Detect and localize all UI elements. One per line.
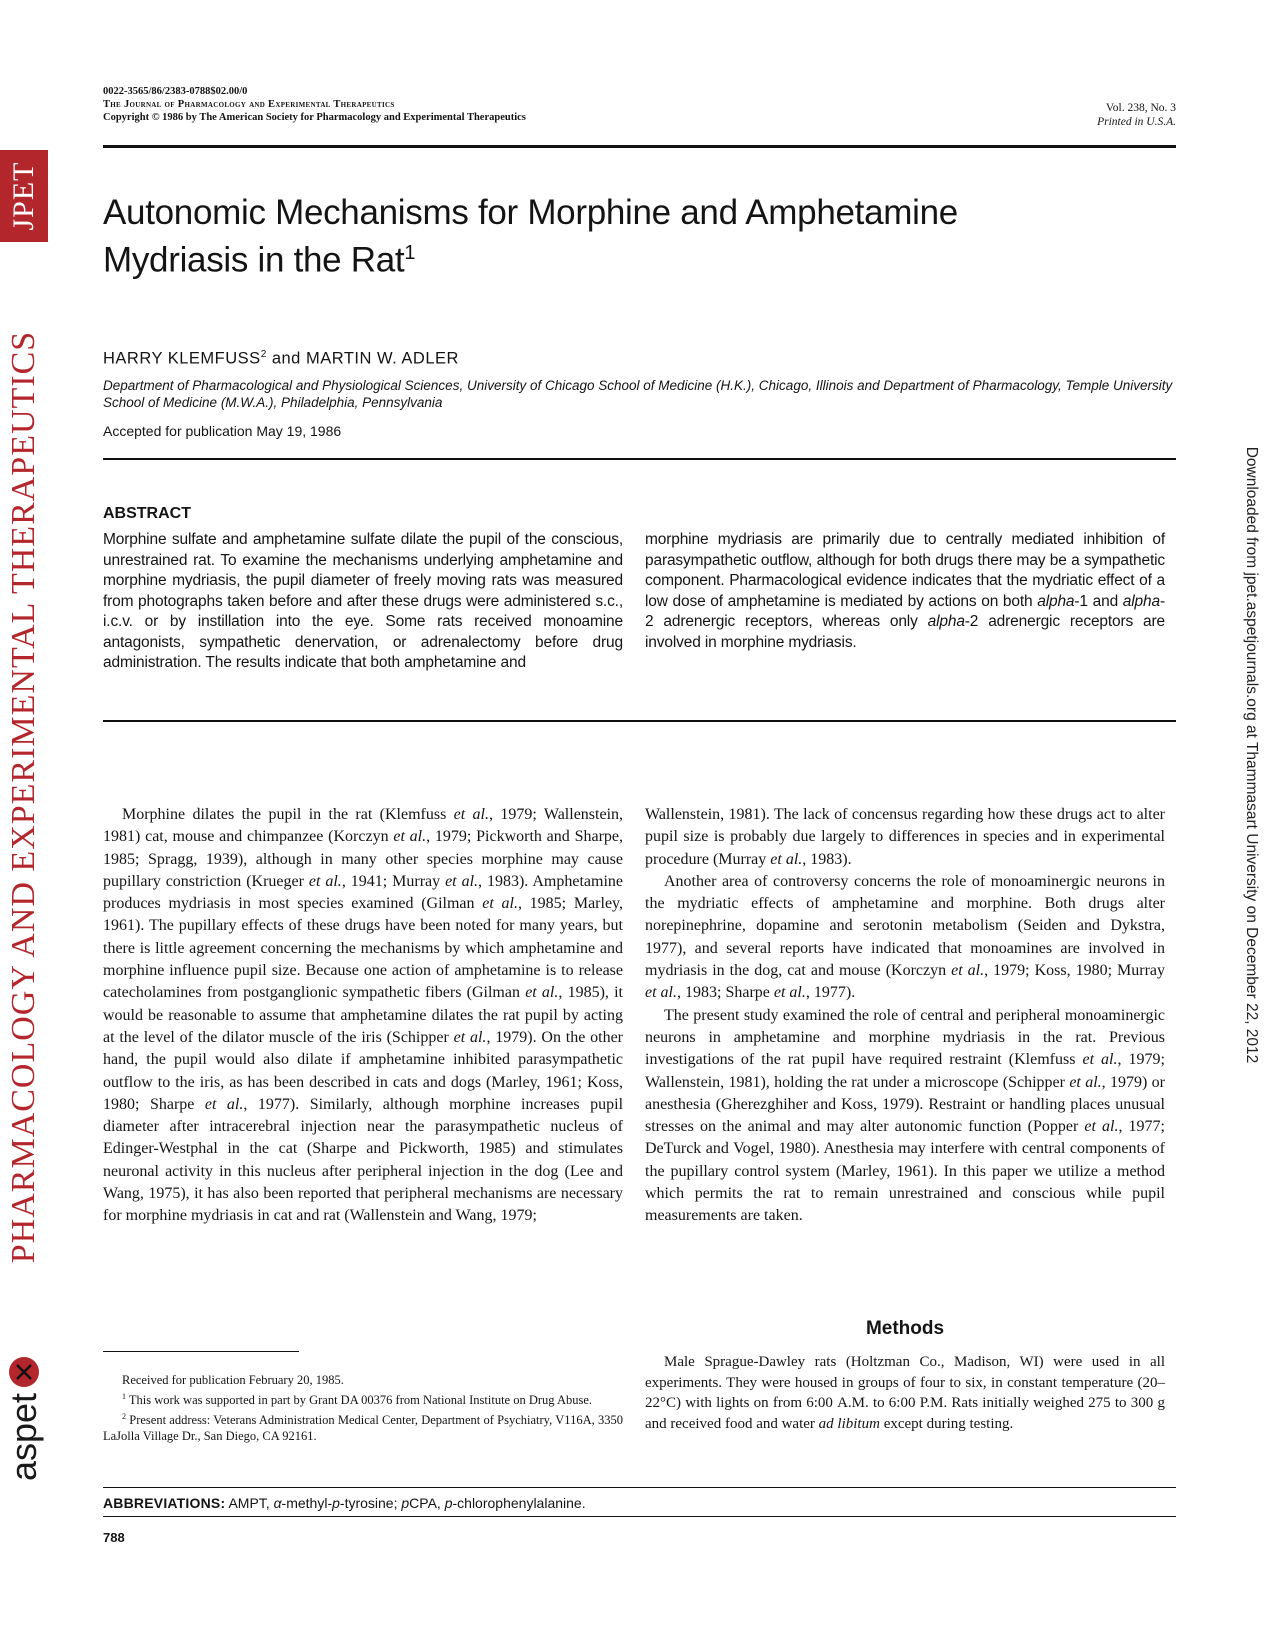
paragraph-1: Morphine dilates the pupil in the rat (Klemfuss et al., 1979; Wallenstein, 1981) cat, mouse and chimpanzee (Korczyn et al., 1979; Pickworth and Sharpe, 1985; Spragg, 1939), although in many other species morphine may cause pupillary constriction (Krueger et al., 1941; Murray et al., 1983). Amphetamine produces mydriasis in most species examined (Gilman et al., 1985; Marley, 1961). The pupillary effects of these drugs have been noted for many years, but there is little agreement concerning the mechanisms by which amphetamine and morphine influence pupil size. Because one action of amphetamine is to release catecholamines from postganglionic sympathetic fibers (Gilman et al., 1985), it would be reasonable to assume that amphetamine dilates the rat pupil by acting at the level of the dilator muscle of the iris (Schipper et al., 1979). On the other hand, the pupil would also dilate if amphetamine inhibited parasympathetic outflow to the iris, as has been described in cats and dogs (Marley, 1961; Koss, 1980; Sharpe et al., 1977). Similarly, although morphine increases pupil diameter after intracerebral injection near the parasympathetic nucleus of Edinger-Westphal in the cat (Sharpe and Pickworth, 1985) and stimulates neuronal activity in this nucleus after peripheral injection in the dog (Lee and Wang, 1975), it has also been reported that peripheral mechanisms are necessary for morphine mydriasis in cat and rat (Wallenstein and Wang, 1979; (103, 806, 624, 1225)
title-line-2: Mydriasis in the Rat (103, 240, 405, 280)
methods-text: Male Sprague-Dawley rats (Holtzman Co., Madison, WI) were used in all experiments. They were housed in groups of four to six, in constant temperature (20–22°C) with lights on from 6:00 A.M. to 6:00 P.M. Rats initially weighed 275 to 300 g and received food and water ad libitum except during testing. (645, 1354, 1165, 1432)
volume-info (1097, 101, 1176, 129)
received-date: Received for publication February 20, 1985. (122, 1373, 344, 1387)
author-1-mark: 2 (260, 349, 267, 360)
download-note: Downloaded from jpet.aspetjournals.org at Thammasart University on December 22, 2012 (1243, 446, 1260, 1064)
author-1: HARRY KLEMFUSS (103, 349, 261, 368)
footnote-1: $^1$ This work was supported in part by Grant DA 00376 from National Institute on Drug Abuse. (122, 1391, 593, 1407)
author-2: MARTIN W. ADLER (305, 349, 459, 368)
abbreviations: ABBREVIATIONS: AMPT, α-methyl-p-tyrosine; pCPA, p-chlorophenylalanine. (103, 1495, 586, 1511)
header-rule (103, 145, 1176, 148)
paragraph-2: Another area of controversy concerns the role of monoaminergic neurons in the mydriatic effects of amphetamine and morphine. Both drugs alter norepinephrine, dopamine and serotonin metabolism (Seiden and Dykstra, 1977), and several reports have indicated that monoamines are involved in mydriasis in the dog, cat and mouse (Korczyn et al., 1979; Koss, 1980; Murray et al., 1983; Sharpe et al., 1977). (645, 872, 1165, 1002)
methods-heading: Methods (865, 1318, 945, 1339)
accepted-date: Accepted for publication May 19, 1986 (103, 423, 342, 439)
abbrev-rule-top (103, 1487, 1176, 1488)
volume: Vol. 238, No. 3 (1105, 102, 1176, 114)
aspet-logo-spet: spet (3, 1392, 44, 1462)
copyright: Copyright © 1986 by The American Society for Pharmacology and Experimental Therapeutics (103, 112, 526, 123)
article-title (103, 192, 1103, 281)
article-code: 0022-3565/86/2383-0788$02.00/0 (103, 86, 248, 97)
body-col-2 (645, 804, 1165, 1228)
footnotes (103, 1373, 623, 1445)
author-conj: and (266, 349, 306, 368)
abstract-heading: ABSTRACT (103, 505, 191, 522)
abstract-rule (103, 720, 1176, 722)
affiliation: Department of Pharmacological and Physiological Sciences, University of Chicago School of Medicine (H.K.), Chicago, Illinois and Department of Pharmacology, Temple University School of Medicine (M.W.A.), Philadelphia, Pennsylvania (103, 378, 1173, 410)
paragraph-3: The present study examined the role of central and peripheral monoaminergic neurons in amphetamine and morphine mydriasis in the rat. Previous investigations of the rat pupil have required restraint (Klemfuss et al., 1979; Wallenstein, 1981), holding the rat under a microscope (Schipper et al., 1979) or anesthesia (Gherezghiher and Koss, 1979). Restraint or handling places unusual stresses on the animal and may alter autonomic function (Popper et al., 1977; DeTurck and Vogel, 1980). Anesthesia may interfere with central components of the pupillary control system (Marley, 1961). In this paper we utilize a method which permits the rat to remain unrestrained and conscious while pupil measurements are taken. (645, 1006, 1166, 1225)
abstract-col-2: morphine mydriasis are primarily due to centrally mediated inhibition of parasympathetic outflow, although for both drugs there may be a sympathetic component. Pharmacological evidence indicates that the mydriatic effect of a low dose of amphetamine is mediated by actions on both alpha-1 and alpha-2 adrenergic receptors, whereas only alpha-2 adrenergic receptors are involved in morphine mydriasis. (645, 531, 1165, 651)
footnote-rule (103, 1351, 299, 1352)
aspet-flower-icon (7, 1355, 41, 1389)
printed-in: Printed in U.S.A. (1097, 116, 1176, 128)
paragraph-1-cont: Wallenstein, 1981). The lack of concensus regarding how these drugs act to alter pupil size is probably due largely to differences in species and in experimental procedure (Murray et al., 1983). (645, 806, 1165, 868)
aspet-logo-a: a (3, 1461, 44, 1482)
page-number: 788 (103, 1530, 125, 1545)
jpet-label: JPET (7, 161, 40, 231)
aspet-logo (3, 1355, 45, 1481)
journal-header (103, 85, 526, 124)
authors (103, 349, 459, 369)
abbrev-rule-bottom (103, 1516, 1176, 1517)
body-col-1 (103, 804, 623, 1228)
abstract-col-1: Morphine sulfate and amphetamine sulfate dilate the pupil of the conscious, unrestrained rat. To examine the mechanisms underlying amphetamine and morphine mydriasis, the pupil diameter of freely moving rats was measured from photographs taken before and after these drugs were administered s.c., i.c.v. or by instillation into the eye. Some rats received monoamine antagonists, sympathetic denervation, or adrenalectomy before drug administration. The results indicate that both amphetamine and (103, 531, 623, 671)
title-footnote-mark: 1 (404, 242, 416, 264)
title-line-1: Autonomic Mechanisms for Morphine and Amphetamine (103, 193, 958, 232)
journal-title: The Journal of Pharmacology and Experimental Therapeutics (103, 99, 395, 110)
journal-name-vertical: PHARMACOLOGY AND EXPERIMENTAL THERAPEUTICS (5, 330, 42, 1264)
title-rule (103, 458, 1176, 460)
footnote-2: $^2$ Present address: Veterans Administration Medical Center, Department of Psychiatry, V116A, 3350 LaJolla Village Dr., San Diego, CA 92161. (103, 1411, 623, 1443)
